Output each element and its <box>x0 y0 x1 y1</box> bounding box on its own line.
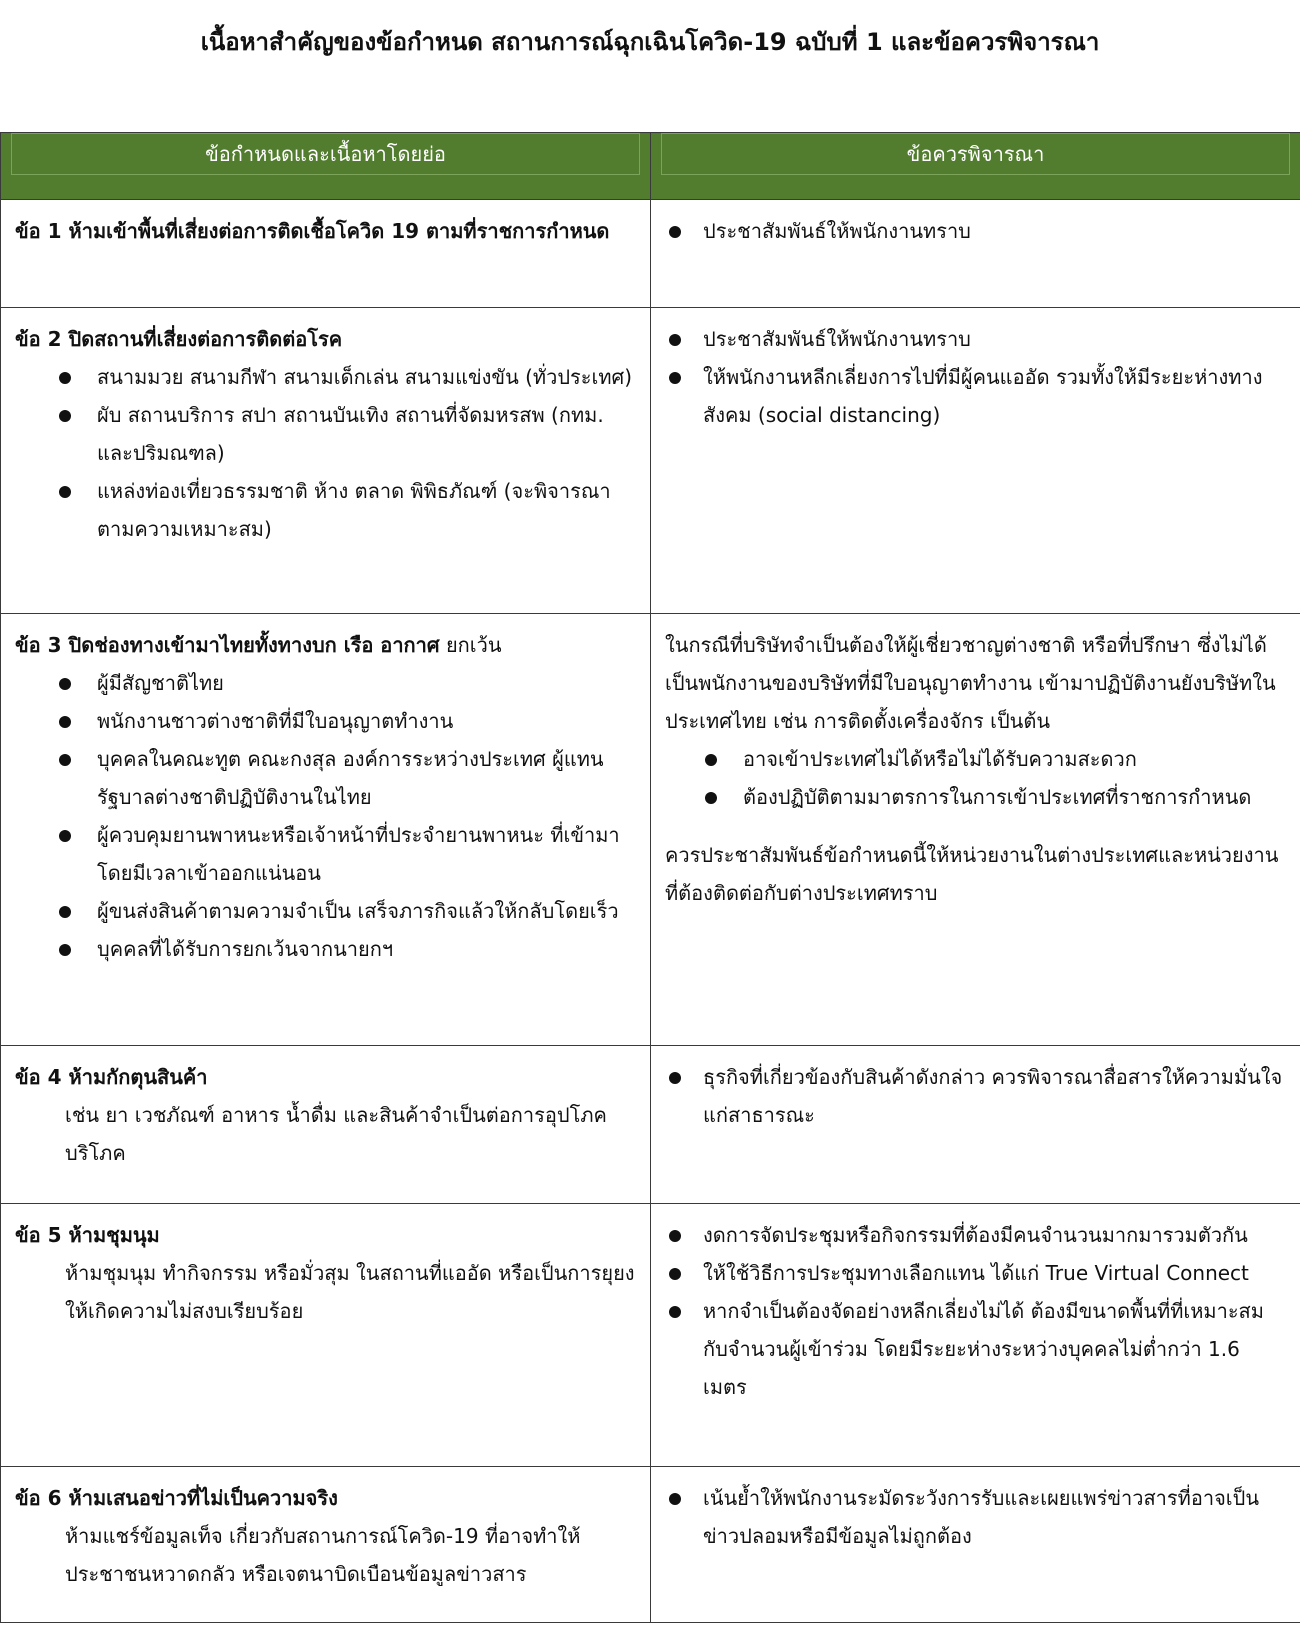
list-item: ให้ใช้วิธีการประชุมทางเลือกแทน ได้แก่ True Virtual Connect <box>665 1254 1286 1292</box>
list-item: ผู้มีสัญชาติไทย <box>15 664 636 702</box>
consideration-outro: ควรประชาสัมพันธ์ข้อกำหนดนี้ให้หน่วยงานในต่างประเทศและหน่วยงานที่ต้องติดต่อกับต่างประเทศทราบ <box>665 843 1279 905</box>
regulation-number: ข้อ 6 <box>15 1486 69 1510</box>
regulation-title: ห้ามเสนอข่าวที่ไม่เป็นความจริง <box>68 1486 338 1510</box>
regulation-description: ห้ามชุมนุม ทำกิจกรรม หรือมั่วสุม ในสถานที่แออัด หรือเป็นการยุยงให้เกิดความไม่สงบเรียบร้อย <box>65 1261 635 1323</box>
regulation-number: ข้อ 5 <box>15 1223 69 1247</box>
bullet-icon <box>669 1306 681 1318</box>
regulation-cell <box>1 1046 651 1204</box>
consideration-cell <box>651 1467 1300 1623</box>
table-row <box>1 200 1300 308</box>
bullet-icon <box>59 716 71 728</box>
list-item: พนักงานชาวต่างชาติที่มีใบอนุญาตทำงาน <box>15 702 636 740</box>
header-regulations <box>1 133 651 200</box>
regulation-title-suffix: ยกเว้น <box>439 633 502 657</box>
table-row <box>1 614 1300 1046</box>
list-item: ประชาสัมพันธ์ให้พนักงานทราบ <box>665 320 1286 358</box>
list-item: ประชาสัมพันธ์ให้พนักงานทราบ <box>665 212 1286 250</box>
list-item: ธุรกิจที่เกี่ยวข้องกับสินค้าดังกล่าว ควรพิจารณาสื่อสารให้ความมั่นใจแก่สาธารณะ <box>665 1058 1286 1134</box>
list-item: งดการจัดประชุมหรือกิจกรรมที่ต้องมีคนจำนวนมากมารวมตัวกัน <box>665 1216 1286 1254</box>
regulation-cell <box>1 1204 651 1467</box>
list-item: เน้นย้ำให้พนักงานระมัดระวังการรับและเผยแพร่ข่าวสารที่อาจเป็นข่าวปลอมหรือมีข้อมูลไม่ถูกต้อง <box>665 1479 1286 1555</box>
bullet-icon <box>669 334 681 346</box>
consideration-intro: ในกรณีที่บริษัทจำเป็นต้องให้ผู้เชี่ยวชาญต่างชาติ หรือที่ปรึกษา ซึ่งไม่ได้เป็นพนักงานของบริษัทที่มีใบอนุญาตทำงาน เข้ามาปฏิบัติงานยังบริษัทในประเทศไทย เช่น การติดตั้งเครื่องจักร เป็นต้น <box>665 633 1276 733</box>
bullet-icon <box>705 792 717 804</box>
regulation-number: ข้อ 2 <box>15 327 69 351</box>
regulation-number: ข้อ 4 <box>15 1065 69 1089</box>
bullet-icon <box>669 1268 681 1280</box>
bullet-icon <box>705 754 717 766</box>
regulation-heading <box>15 212 636 250</box>
list-item: ผู้ขนส่งสินค้าตามความจำเป็น เสร็จภารกิจแล้วให้กลับโดยเร็ว <box>15 892 636 930</box>
regulation-title: ปิดสถานที่เสี่ยงต่อการติดต่อโรค <box>68 327 343 351</box>
regulation-cell <box>1 308 651 614</box>
list-item: ผับ สถานบริการ สปา สถานบันเทิง สถานที่จัดมหรสพ (กทม. และปริมณฑล) <box>15 396 636 472</box>
bullet-icon <box>669 372 681 384</box>
list-item: บุคคลที่ได้รับการยกเว้นจากนายกฯ <box>15 930 636 968</box>
regulation-heading <box>15 1479 636 1517</box>
regulation-heading <box>15 626 636 664</box>
page-title: เนื้อหาสำคัญของข้อกำหนด สถานการณ์ฉุกเฉินโควิด-19 ฉบับที่ 1 และข้อควรพิจารณา <box>200 28 1100 56</box>
consideration-cell <box>651 308 1300 614</box>
regulation-heading <box>15 1058 636 1096</box>
table-row <box>1 308 1300 614</box>
bullet-icon <box>59 486 71 498</box>
bullet-icon <box>669 226 681 238</box>
regulation-description: ห้ามแชร์ข้อมูลเท็จ เกี่ยวกับสถานการณ์โควิด-19 ที่อาจทำให้ประชาชนหวาดกลัว หรือเจตนาบิดเบือนข้อมูลข่าวสาร <box>65 1524 581 1586</box>
header-considerations <box>651 133 1300 200</box>
table-header-row <box>1 133 1300 200</box>
bullet-icon <box>59 372 71 384</box>
header-regulations-label: ข้อกำหนดและเนื้อหาโดยย่อ <box>11 133 640 175</box>
consideration-cell <box>651 614 1300 1046</box>
regulation-title: ห้ามเข้าพื้นที่เสี่ยงต่อการติดเชื้อโควิด 19 ตามที่ราชการกำหนด <box>68 219 610 243</box>
bullet-icon <box>669 1230 681 1242</box>
list-item: อาจเข้าประเทศไม่ได้หรือไม่ได้รับความสะดวก <box>665 740 1286 778</box>
bullet-icon <box>59 678 71 690</box>
table-row <box>1 1467 1300 1623</box>
regulation-title: ปิดช่องทางเข้ามาไทยทั้งทางบก เรือ อากาศ <box>68 633 440 657</box>
bullet-icon <box>59 944 71 956</box>
bullet-icon <box>59 754 71 766</box>
regulation-title: ห้ามกักตุนสินค้า <box>68 1065 208 1089</box>
bullet-icon <box>59 830 71 842</box>
regulation-description: เช่น ยา เวชภัณฑ์ อาหาร น้ำดื่ม และสินค้าจำเป็นต่อการอุปโภคบริโภค <box>65 1103 607 1165</box>
bullet-icon <box>669 1493 681 1505</box>
regulation-cell <box>1 200 651 308</box>
consideration-cell <box>651 1046 1300 1204</box>
bullet-icon <box>669 1072 681 1084</box>
regulation-heading <box>15 1216 636 1254</box>
regulation-number: ข้อ 1 <box>15 219 69 243</box>
list-item: บุคคลในคณะทูต คณะกงสุล องค์การระหว่างประเทศ ผู้แทนรัฐบาลต่างชาติปฏิบัติงานในไทย <box>15 740 636 816</box>
list-item: ต้องปฏิบัติตามมาตรการในการเข้าประเทศที่ราชการกำหนด <box>665 778 1286 816</box>
bullet-icon <box>59 906 71 918</box>
list-item: ผู้ควบคุมยานพาหนะหรือเจ้าหน้าที่ประจำยานพาหนะ ที่เข้ามาโดยมีเวลาเข้าออกแน่นอน <box>15 816 636 892</box>
table-row <box>1 1046 1300 1204</box>
regulation-number: ข้อ 3 <box>15 633 69 657</box>
regulation-heading <box>15 320 636 358</box>
consideration-cell <box>651 1204 1300 1467</box>
bullet-icon <box>59 410 71 422</box>
regulation-cell <box>1 1467 651 1623</box>
list-item: แหล่งท่องเที่ยวธรรมชาติ ห้าง ตลาด พิพิธภัณฑ์ (จะพิจารณาตามความเหมาะสม) <box>15 472 636 548</box>
list-item: หากจำเป็นต้องจัดอย่างหลีกเลี่ยงไม่ได้ ต้องมีขนาดพื้นที่ที่เหมาะสมกับจำนวนผู้เข้าร่วม โดยมีระยะห่างระหว่างบุคคลไม่ต่ำกว่า 1.6 เมตร <box>665 1292 1286 1406</box>
list-item: สนามมวย สนามกีฬา สนามเด็กเล่น สนามแข่งขัน (ทั่วประเทศ) <box>15 358 636 396</box>
regulation-cell <box>1 614 651 1046</box>
consideration-cell <box>651 200 1300 308</box>
regulation-title: ห้ามชุมนุม <box>68 1223 160 1247</box>
list-item: ให้พนักงานหลีกเลี่ยงการไปที่มีผู้คนแออัด รวมทั้งให้มีระยะห่างทางสังคม (social distancing) <box>665 358 1286 434</box>
regulations-table <box>0 132 1300 1623</box>
table-row <box>1 1204 1300 1467</box>
header-considerations-label: ข้อควรพิจารณา <box>661 133 1290 175</box>
